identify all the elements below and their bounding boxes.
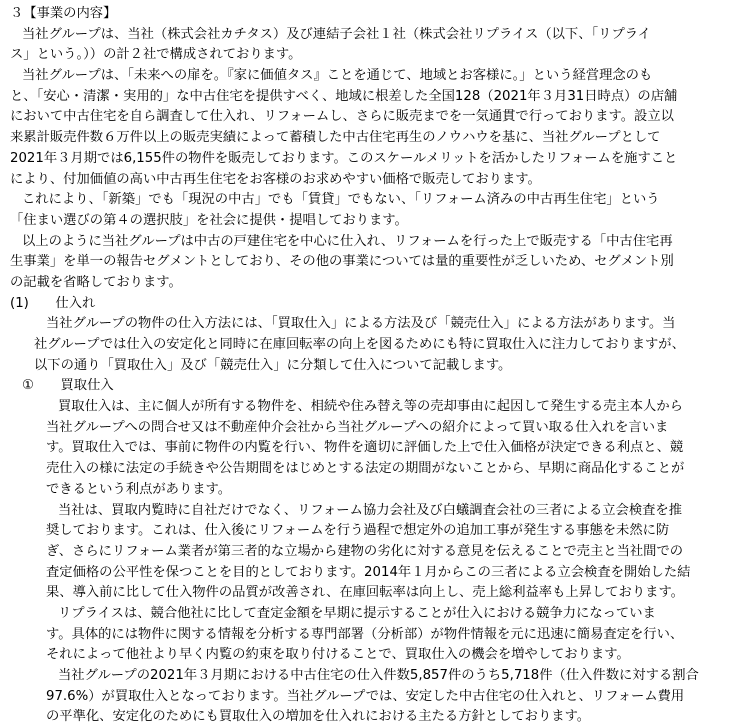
text-line: 果、導入前に比して仕入物件の品質が改善され、在庫回転率は向上し、売上総利益率も上昇しております。 [46,585,684,601]
text-line: できるという利点があります。 [46,481,232,497]
text-line: 来累計販売件数６万件以上の販売実績によって蓄積した中古住宅再生のノウハウを基に、当社グループとして [10,130,661,146]
text-line: 生事業」を単一の報告セグメントとしており、その他の事業については量的重要性が乏しいため、セグメント別 [10,254,674,270]
text-line: と、「安心・清潔・実用的」な中古住宅を提供すべく、地域に根差した全国128（2021年３月31日時点）の店舗 [10,88,678,104]
text-line: 当社グループの2021年３月期における中古住宅の仕入件数5,857件のうち5,718件（仕入件数に対する割合 [58,668,699,683]
text-line: 97.6%）が買取仕入となっております。当社グループでは、安定した中古住宅の仕入れと、リフォーム費用 [46,688,685,704]
text-line: (1) 仕入れ [10,295,96,311]
text-line: の平準化、安定化のためにも買取仕入の増加を仕入れにおける主たる方針としております。 [46,709,591,725]
text-line: 2021年３月期では6,155件の物件を販売しております。このスケールメリットを活かしたリフォームを施すこと [10,150,678,166]
text-line: す。具体的には物件に関する情報を分析する専門部署（分析部）が物件情報を元に迅速に簡易査定を行い、 [46,626,684,642]
text-line: 当社グループは、「未来への扉を。『家に価値タス』ことを通じて、地域とお客様に。」という経営理念のも [22,68,653,84]
text-line: 社グループでは仕入の安定化と同時に在庫回転率の向上を図るためにも特に買取仕入に注力しておりますが、 [34,337,685,352]
section-heading: ３【事業の内容】 [10,6,117,21]
text-line: の記載を省略しております。 [10,274,182,290]
text-line: す。買取仕入では、事前に物件の内覧を行い、物件を適切に評価した上で仕入価格が決定できる利点と、競 [46,440,684,456]
text-line: ① 買取仕入 [22,378,114,394]
text-line: それによって他社より早く内覧の約束を取り付けることで、買取仕入の機会を増やしております。 [46,647,630,663]
text-line: 「住まい選びの第４の選択肢」を社会に提供・提唱しております。 [10,212,408,228]
text-line: リプライスは、競合他社に比して査定金額を早期に提示することが仕入における競争力になっていま [58,605,656,621]
text-line: 当社グループの物件の仕入方法には、「買取仕入」による方法及び「競売仕入」による方法があります。当 [46,316,676,332]
text-line: 当社グループへの問合せ又は不動産仲介会社から当社グループへの紹介によって買い取る仕入れを言いま [46,419,669,435]
text-line: 売仕入の様に法定の手続きや公告期間をはじめとする法定の期間がないことから、早期に商品化することが [46,461,685,477]
text-line: において中古住宅を自ら調査して仕入れ、リフォームし、さらに販売までを一気通貫で行っております。設立以 [10,109,674,125]
text-line: 買取仕入は、主に個人が所有する物件を、相続や住み替え等の売却事由に起因して発生する売主本人から [58,399,683,415]
body-text [10,25,722,728]
text-line: 以下の通り「買取仕入」及び「競売仕入」に分類して仕入について記載します。 [34,357,512,373]
text-line: 奨しております。これは、仕入後にリフォームを行う過程で想定外の追加工事が発生する事態を未然に防 [46,523,670,539]
text-line: により、付加価値の高い中古再生住宅をお客様のお求めやすい価格で販売しております。 [10,171,541,187]
text-line: 以上のように当社グループは中古の戸建住宅を中心に仕入れ、リフォームを行った上で販売する「中古住宅再 [22,233,673,249]
text-line: 当社は、買取内覧時に自社だけでなく、リフォーム協力会社及び白蟻調査会社の三者による立会検査を推 [58,502,683,518]
text-line: 当社グループは、当社（株式会社カチタス）及び連結子会社１社（株式会社リプライス（以下、「リプライ [22,26,651,42]
text-line: 査定価格の公平性を保つことを目的としております。2014年１月からこの三者による立会検査を開始した結 [46,564,691,580]
text-line: ぎ、さらにリフォーム業者が第三者的な立場から建物の劣化に対する意見を伝えることで売主と当社間での [46,543,684,559]
text-line: ス」という。））の計２社で構成されております。 [10,47,302,63]
text-line: これにより、「新築」でも「現況の中古」でも「賃貸」でもない、「リフォーム済みの中古再生住宅」という [22,192,660,208]
